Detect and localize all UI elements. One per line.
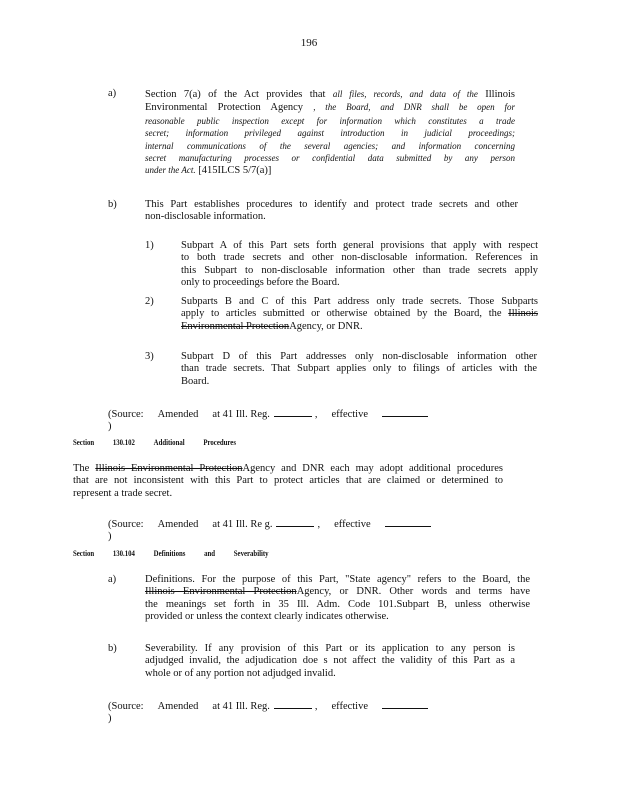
item-b-label: b) [108,199,117,210]
paragraph-a-line: Environmental Protection Agency , the Board, and DNR shall be open for [145,102,515,114]
paragraph-a-line: secret; information privileged against introduction in judicial proceedings; [145,128,515,139]
severability-line: Severability. If any provision of this Part or its application to any person is [145,643,515,654]
item-a-label: a) [108,88,117,99]
section-heading: Section 130.102 Additional Procedures [73,438,236,447]
definitions-line: Illinois Environmental ProtectionAgency, or DNR. Other words and terms have [145,586,530,598]
item-b-label: b) [108,643,117,654]
definitions-line: Definitions. For the purpose of this Part, "State agency" refers to the Board, the [145,574,530,585]
paragraph-a-line: reasonable public inspection except for information which constitutes a trade [145,115,515,126]
definitions-line: provided or unless the context clearly indicates otherwise. [145,611,389,623]
section-body-line: represent a trade secret. [73,487,173,499]
section-body [73,463,503,500]
item-a-label: a) [108,574,117,585]
subitem-1-line: only to proceedings before the Board. [181,277,340,289]
source-note: (Source: Amended at 41 Ill. Reg. , effective) [108,407,438,434]
paragraph-a-line: internal communications of the several agencies; and information concerning [145,140,515,151]
reg-blank [276,517,314,527]
subitem-2-label: 2) [145,296,154,307]
section-body-line: The Illinois Environmental ProtectionAgency and DNR each may adopt additional procedures [73,463,503,474]
subitem-1-line: to both trade secrets and other non-disclosable information. References in [181,252,538,264]
paragraph-a-line: secret manufacturing processes or confidential data submitted by any person [145,153,515,164]
subitem-2 [181,296,538,333]
reg-blank [274,407,312,417]
paragraph-a-line: Section 7(a) of the Act provides that all files, records, and data of the Illinois [145,89,516,100]
date-blank [382,407,428,417]
subitem-2-line: apply to articles submitted or otherwise obtained by the Board, the Illinois [181,308,539,320]
subitem-1-line: this Subpart to non-disclosable information other than trade secrets apply [181,264,538,276]
paragraph-b-line: non-disclosable information. [145,211,266,223]
subitem-3-line: than trade secrets. That Subpart applies only to filings of articles with the [181,363,537,375]
page-number: 196 [300,37,318,49]
paragraph-a-line: under the Act. [415ILCS 5/7(a)] [145,165,272,177]
definitions-line: the meanings set forth in 35 Ill. Adm. Code 101.Subpart B, unless otherwise [145,598,530,610]
paragraph-b [145,199,518,224]
severability-paragraph [145,643,515,680]
severability-line: adjudged invalid, the adjudication doe s not affect the validity of this Part as a [145,655,515,667]
paragraph-a [145,88,515,178]
definitions-paragraph [145,574,530,624]
subitem-3 [181,351,537,388]
subitem-1-label: 1) [145,240,154,251]
subitem-1 [181,240,538,290]
source-note: (Source: Amended at 41 Ill. Re g. , effective) [108,517,438,544]
date-blank [385,517,431,527]
subitem-3-line: Board. [181,375,210,387]
date-blank [382,699,428,709]
subitem-1-line: Subpart A of this Part sets forth general provisions that apply with respect [181,240,538,251]
subitem-3-label: 3) [145,351,154,362]
severability-line: whole or of any portion not adjudged invalid. [145,667,336,679]
paragraph-b-line: This Part establishes procedures to identify and protect trade secrets and other [145,199,518,210]
section-heading: Section 130.104 Definitions and Severability [73,549,269,558]
subitem-2-line: Environmental ProtectionAgency, or DNR. [181,320,363,332]
source-note: (Source: Amended at 41 Ill. Reg. , effective) [108,699,438,726]
subitem-2-line: Subparts B and C of this Part address only trade secrets. Those Subparts [181,296,538,307]
reg-blank [274,699,312,709]
section-body-line: that are not inconsistent with this Part to protect articles that are claimed or determined to [73,475,503,487]
subitem-3-line: Subpart D of this Part addresses only non-disclosable information other [181,351,537,362]
